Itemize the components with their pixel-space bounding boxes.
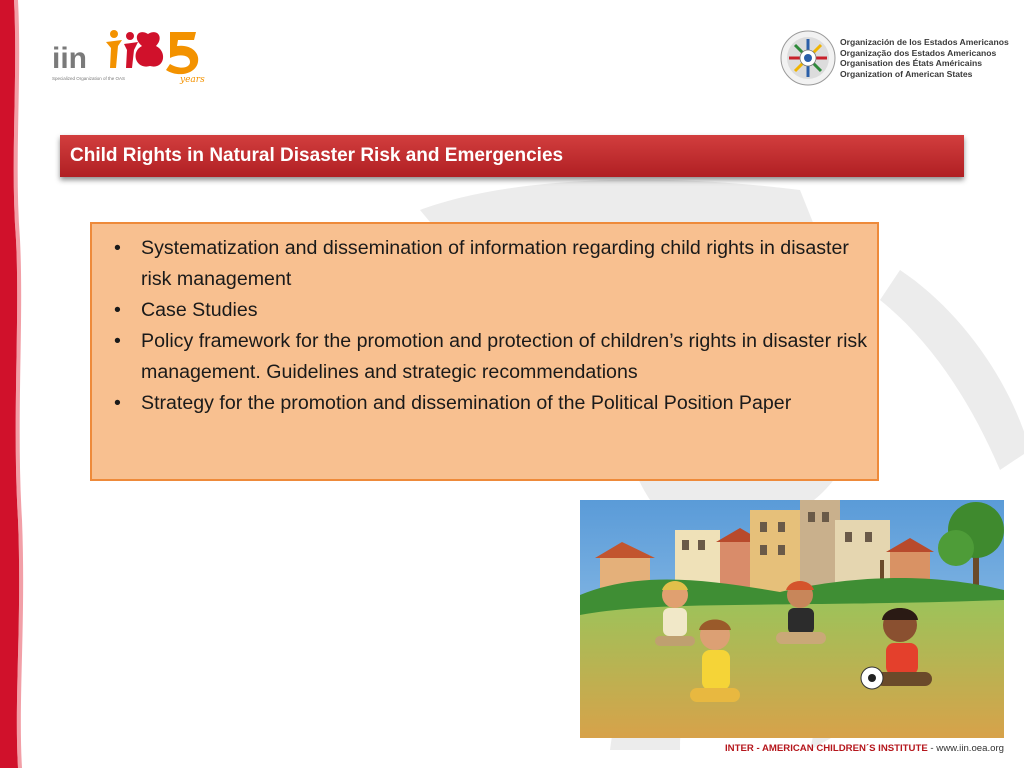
bullet-text: Strategy for the promotion and dissemination of the Political Position Paper xyxy=(141,392,792,414)
slide-title-bar xyxy=(60,135,964,177)
bullet-text: Policy framework for the promotion and protection of children’s rights in disaster risk management. Guidelines and strategic recommendations xyxy=(141,330,868,383)
footer xyxy=(725,743,1004,754)
iin-logo-text: iin xyxy=(52,42,87,75)
iin-tagline: Specialized Organization of the OAS xyxy=(52,76,126,81)
bullet-item xyxy=(92,388,877,419)
bullet-item xyxy=(92,233,877,295)
oas-names xyxy=(840,37,1009,79)
years-label: years xyxy=(180,75,205,85)
left-red-ribbon xyxy=(0,0,26,768)
bullet-content-box xyxy=(90,222,879,481)
bullet-list xyxy=(92,233,877,419)
bullet-item xyxy=(92,326,877,388)
bullet-text: Case Studies xyxy=(141,299,258,321)
bullet-dot: • xyxy=(114,330,121,352)
oas-name-en: Organization of American States xyxy=(840,68,973,79)
oas-name-fr: Organisation des États Américains xyxy=(840,58,983,69)
footer-url-link[interactable]: www.iin.oea.org xyxy=(936,743,1004,754)
iin-85-years-logo xyxy=(50,24,220,90)
oas-name-pt: Organização dos Estados Americanos xyxy=(840,47,997,58)
bullet-dot: • xyxy=(114,299,121,321)
oas-logo-block xyxy=(780,30,1010,86)
oas-name-es: Organización de los Estados Americanos xyxy=(840,37,1009,47)
children-playing-photo xyxy=(580,500,1004,738)
bullet-dot: • xyxy=(114,392,121,414)
bullet-dot: • xyxy=(114,237,121,259)
bullet-item xyxy=(92,295,877,326)
footer-separator: - xyxy=(927,743,937,754)
oas-seal-icon xyxy=(780,30,836,86)
bullet-text: Systematization and dissemination of information regarding child rights in disaster risk management xyxy=(141,237,849,290)
footer-institute: INTER - AMERICAN CHILDREN´S INSTITUTE xyxy=(725,743,928,754)
slide-title: Child Rights in Natural Disaster Risk and Emergencies xyxy=(70,145,564,166)
